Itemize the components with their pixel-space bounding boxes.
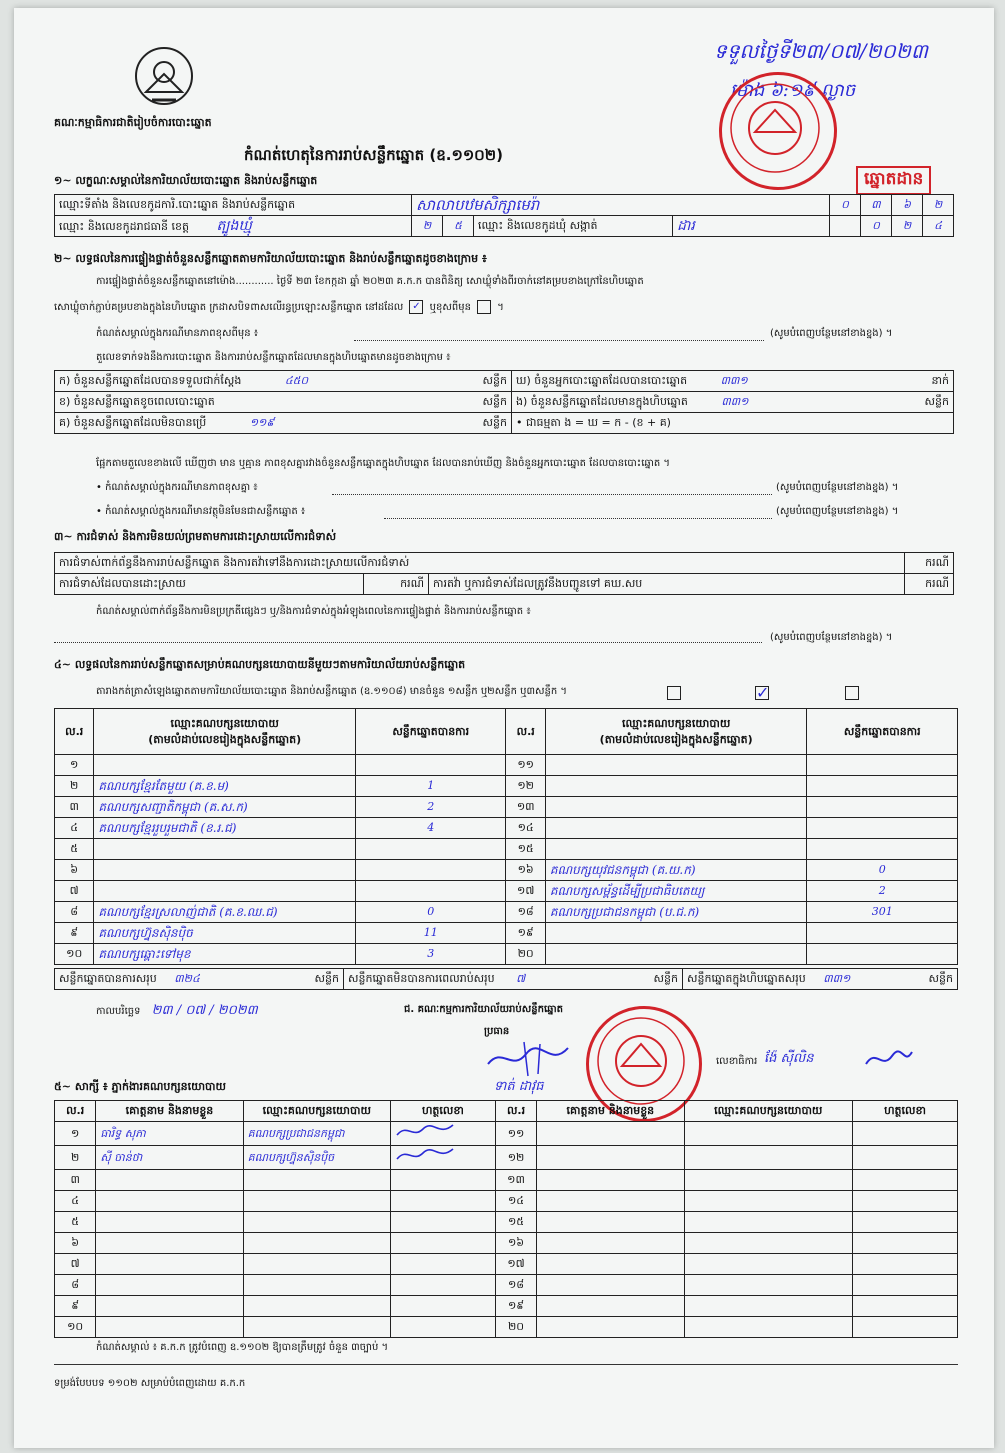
result-party2 [545, 944, 807, 965]
figure-c-label: គ) ចំនួនសន្លឹកឆ្នោតដែលមិនបានប្រើ [59, 416, 207, 429]
result-no2: ១៤ [506, 818, 545, 839]
witness-name [96, 1275, 243, 1296]
result-party: គណបក្សខ្មែរតែមួយ (គ.ខ.ម) [94, 776, 356, 797]
results-body [55, 755, 958, 965]
witness-name2 [537, 1275, 684, 1296]
witness-party [243, 1275, 390, 1296]
witness-party2 [684, 1146, 853, 1170]
result-row [55, 944, 958, 965]
verification-text-2: សោឃ្លុំចាក់ភ្ជាប់គម្របខាងក្នុងនៃហិបឆ្នោត ក្រដាសបិទពាសលើរន្ធប្រឡោះសន្លឹកឆ្នោត នៅដដែល ✓ ឬខុសពីមុន ។ [54, 301, 504, 313]
witness-row [55, 1122, 958, 1146]
witness-signature2 [853, 1146, 958, 1170]
result-row [55, 797, 958, 818]
col-party2-title: ឈ្មោះគណបក្សនយោបាយ [622, 716, 731, 730]
witness-party2 [684, 1170, 853, 1191]
result-votes2 [807, 755, 958, 776]
witness-party [243, 1254, 390, 1275]
seal-label: ឆ្នោតដាន [856, 166, 931, 195]
witness-signature [390, 1146, 495, 1170]
result-no2: ២០ [506, 944, 545, 965]
figure-a-unit: សន្លឹក [482, 374, 507, 387]
result-votes2 [807, 797, 958, 818]
witness-party [243, 1170, 390, 1191]
witness-row [55, 1233, 958, 1254]
witness-party2 [684, 1212, 853, 1233]
section1-title: ១~ លក្ខណៈសម្គាល់នៃការិយាល័យបោះឆ្នោត និងរាប់សន្លឹកឆ្នោត [54, 174, 318, 187]
result-no: ៧ [55, 881, 94, 902]
result-votes [355, 881, 506, 902]
result-party2 [545, 818, 807, 839]
witness-party2 [684, 1254, 853, 1275]
figure-e-unit: សន្លឹក [924, 395, 949, 408]
witness-signature [390, 1191, 495, 1212]
result-votes2 [807, 839, 958, 860]
committee-label: ជ. គណៈកម្មការការិយាល័យរាប់សន្លឹកឆ្នោត [404, 1004, 564, 1015]
witness-name2 [537, 1233, 684, 1254]
location-code-digit: ២ [923, 195, 954, 216]
col-no-header: ល.រ [55, 709, 94, 755]
result-party [94, 755, 356, 776]
province-code-digit: ២ [412, 216, 443, 237]
secretary-label: លេខាធិការ [716, 1056, 758, 1067]
official-seal-top [719, 72, 837, 190]
result-no: ១ [55, 755, 94, 776]
figure-row-a [55, 371, 512, 392]
witness-name2 [537, 1122, 684, 1146]
result-votes: 2 [355, 797, 506, 818]
result-votes [355, 755, 506, 776]
figure-d-unit: នាក់ [931, 374, 949, 387]
province-label [55, 216, 412, 237]
witness-no: ៥ [55, 1212, 96, 1233]
witness-no: ៦ [55, 1233, 96, 1254]
witness-no: ៤ [55, 1191, 96, 1212]
result-votes [355, 860, 506, 881]
witness-no: ៩ [55, 1296, 96, 1317]
w-col-party: ឈ្មោះគណបក្សនយោបាយ [243, 1101, 390, 1122]
witness-no: ១០ [55, 1317, 96, 1338]
result-no: ៦ [55, 860, 94, 881]
results-table [54, 708, 958, 965]
witness-party2 [684, 1233, 853, 1254]
figure-c-value: ១១៩ [249, 416, 275, 429]
result-no2: ១៦ [506, 860, 545, 881]
witness-name2 [537, 1317, 684, 1338]
total-valid-cell [55, 969, 344, 990]
figure-row-d [512, 371, 954, 392]
total-valid-value: ៣២៤ [174, 972, 200, 985]
discrepancy-check: ផ្អែកតាមតួលេខខាងលើ ឃើញថា មាន ឬគ្មាន ភាពខុសគ្នារវាងចំនួនសន្លឹកឆ្នោតក្នុងហិបឆ្នោត ដែលបានរាប់ឃើញ និងចំនួនអ្នកបោះឆ្នោត ដែលបានបោះឆ្នោត ។ [96, 458, 671, 469]
seal-emblem-icon [719, 72, 831, 184]
witness-party [243, 1191, 390, 1212]
witness-name2 [537, 1170, 684, 1191]
result-row [55, 839, 958, 860]
result-party2 [545, 923, 807, 944]
witness-party2 [684, 1275, 853, 1296]
witness-signature [390, 1275, 495, 1296]
result-no: ៤ [55, 818, 94, 839]
witness-no: ៨ [55, 1275, 96, 1296]
verification-text-1: ការផ្ទៀងផ្ទាត់ចំនួនសន្លឹកឆ្នោតនៅម៉ោង............ ថ្ងៃទី ២៣ ខែកក្កដា ឆ្នាំ ២០២៣ គ.ក.ក បានពិនិត្យ សោឃ្លុំទាំងពីរចាក់នៅគម្របខាងក្រៅនៃហិបឆ្នោត [96, 276, 644, 287]
witness-no2: ១៥ [495, 1212, 536, 1233]
w-col-no: ល.រ [55, 1101, 96, 1122]
witness-party [243, 1212, 390, 1233]
president-label: ប្រធាន [484, 1026, 510, 1037]
result-no: ៨ [55, 902, 94, 923]
figure-row-b [55, 392, 512, 413]
witness-name2 [537, 1191, 684, 1212]
result-votes2 [807, 944, 958, 965]
col-party2-subtitle: (តាមលំដាប់លេខរៀងក្នុងសន្លឹកឆ្នោត) [599, 732, 753, 746]
date-line [96, 1002, 258, 1021]
emblem-icon [132, 44, 196, 108]
col-votes2-header: សន្លឹកឆ្នោតបានការ [807, 709, 958, 755]
objections-table [54, 552, 954, 595]
total-invalid-unit: សន្លឹក [653, 972, 678, 985]
witness-row [55, 1212, 958, 1233]
total-box-cell [683, 969, 958, 990]
changed-label: ឬខុសពីមុន [429, 302, 471, 313]
witness-name [96, 1170, 243, 1191]
irregularity-note: កំណត់សម្គាល់ពាក់ព័ន្ធនឹងការមិនប្រក្រតីផ្សេងៗ ឬ/និងការជំទាស់ក្នុងអំឡុងពេលនៃការផ្ទៀងផ្ទាត់ និងការរាប់សន្លឹកឆ្នោត ៖ [96, 606, 531, 617]
received-date: ទទួលថ្ងៃទី២៣/០៧/២០២៣ [714, 39, 928, 63]
result-no: ៩ [55, 923, 94, 944]
witness-signature-mark [395, 1147, 455, 1163]
figure-a-value: ៤៥០ [284, 374, 309, 387]
foreign-object-fill: (សូមបំពេញបន្ថែមនៅខាងខ្នង) ។ [776, 506, 899, 517]
discrepancy-fill: (សូមបំពេញបន្ថែមនៅខាងខ្នង) ។ [776, 482, 899, 493]
witness-party2 [684, 1317, 853, 1338]
footnote: កំណត់សម្គាល់ ៖ គ.ក.ក ត្រូវបំពេញ ឧ.១១០២ ឱ្យបានត្រឹមត្រូវ ចំនួន ៣ច្បាប់ ។ [96, 1342, 389, 1353]
section2-title: ២~ លទ្ធផលនៃការផ្ទៀងផ្ទាត់ចំនួនសន្លឹកឆ្នោតតាមការិយាល័យបោះឆ្នោត និងរាប់សន្លឹកឆ្នោតដូចខាងក្រោម ៖ [54, 252, 487, 265]
commune-label: ឈ្មោះ និងលេខកូដឃុំ សង្កាត់ [474, 216, 673, 237]
commune-code-digit: ២ [892, 216, 923, 237]
verification-text-2-body: សោឃ្លុំចាក់ភ្ជាប់គម្របខាងក្នុងនៃហិបឆ្នោត ក្រដាសបិទពាសលើរន្ធប្រឡោះសន្លឹកឆ្នោត នៅដដែល [54, 302, 404, 313]
witness-signature [390, 1170, 495, 1191]
witness-no2: ១៩ [495, 1296, 536, 1317]
witness-name [96, 1254, 243, 1275]
witness-name: ស៊ី ចាន់ថា [96, 1146, 243, 1170]
province-label-text: ឈ្មោះ និងលេខកូដរាជធានី ខេត្ត [59, 219, 189, 233]
witness-signature2 [853, 1122, 958, 1146]
resolved-unit: ករណី [364, 574, 429, 595]
changed-checkbox[interactable] [477, 300, 491, 314]
commune-code-digit: ៤ [923, 216, 954, 237]
witness-signature2 [853, 1296, 958, 1317]
same-checkbox[interactable]: ✓ [409, 300, 423, 314]
witness-signature2 [853, 1191, 958, 1212]
secretary-name: ង៉ែ ស៊ីលិន [764, 1051, 814, 1066]
result-votes: 4 [355, 818, 506, 839]
col-votes-header: សន្លឹកឆ្នោតបានការ [355, 709, 506, 755]
president-name: ទាត់ ដាវុធ [494, 1079, 544, 1094]
result-votes2 [807, 776, 958, 797]
witness-party2 [684, 1296, 853, 1317]
total-invalid-cell [344, 969, 683, 990]
form-title: កំណត់ហេតុនៃការរាប់សន្លឹកឆ្នោត (ឧ.១១០២) [244, 146, 504, 164]
location-code-digit: ៣ [861, 195, 892, 216]
witness-no2: ១៣ [495, 1170, 536, 1191]
totals-table [54, 968, 958, 990]
figure-d-value: ៣៣១ [720, 374, 748, 387]
result-votes2 [807, 923, 958, 944]
w-col-name2: គោត្តនាម និងនាមខ្លួន [537, 1101, 684, 1122]
result-votes: 3 [355, 944, 506, 965]
witness-body [55, 1122, 958, 1338]
formula-cell: • ជាធម្មតា ង = ឃ = ក - (ខ + គ) [512, 413, 954, 434]
section5-title: ៥~ សាក្សី ៖ ភ្នាក់ងារគណបក្សនយោបាយ [54, 1080, 227, 1093]
received-time: ម៉ោង ៦:១៩ ល្ងាច [730, 80, 856, 101]
date-value: ២៣ / ០៧ / ២០២៣ [151, 1003, 258, 1018]
witness-no2: ១១ [495, 1122, 536, 1146]
witness-name2 [537, 1296, 684, 1317]
result-no2: ១១ [506, 755, 545, 776]
witness-no: ២ [55, 1146, 96, 1170]
figure-row-e [512, 392, 954, 413]
irregularity-fill: (សូមបំពេញបន្ថែមនៅខាងខ្នង) ។ [770, 632, 893, 643]
figure-e-label: ង) ចំនួនសន្លឹកឆ្នោតដែលមានក្នុងហិបឆ្នោត [516, 395, 688, 408]
witness-row [55, 1254, 958, 1275]
figure-a-label: ក) ចំនួនសន្លឹកឆ្នោតដែលបានទទួលជាក់ស្តែង [59, 374, 242, 387]
witness-name [96, 1212, 243, 1233]
figure-c-unit: សន្លឹក [482, 416, 507, 429]
province-code-digit: ៥ [443, 216, 474, 237]
forwarded-label: ការតវ៉ា ឬការជំទាស់ដែលត្រូវនឹងបញ្ជូនទៅ គឃ.សប [429, 574, 905, 595]
witness-no: ៧ [55, 1254, 96, 1275]
commune-value: ដារ [673, 216, 830, 237]
witness-signature-mark [395, 1123, 455, 1139]
result-no2: ១៣ [506, 797, 545, 818]
section3-title: ៣~ ការជំទាស់ និងការមិនយល់ព្រមតាមការដោះស្រាយលើការជំទាស់ [54, 530, 337, 543]
witness-row [55, 1191, 958, 1212]
w-col-name: គោត្តនាម និងនាមខ្លួន [96, 1101, 243, 1122]
objections-unit: ករណី [905, 553, 954, 574]
col-party2-header [545, 709, 807, 755]
section4-title: ៤~ លទ្ធផលនៃការរាប់សន្លឹកឆ្នោតសម្រាប់គណបក្សនយោបាយនីមួយៗតាមការិយាល័យរាប់សន្លឹកឆ្នោត [54, 658, 466, 671]
foreign-object-note: • កំណត់សម្គាល់ក្នុងករណីមានវត្ថុមិនមែនជាសន្លឹកឆ្នោត ៖ [96, 506, 306, 517]
result-no2: ១៧ [506, 881, 545, 902]
location-code-digit: ០ [830, 195, 861, 216]
total-invalid-value: ៧ [516, 972, 526, 985]
total-valid-unit: សន្លឹក [314, 972, 339, 985]
witness-no: ១ [55, 1122, 96, 1146]
result-party [94, 839, 356, 860]
witness-signature [390, 1254, 495, 1275]
col-party-title: ឈ្មោះគណបក្សនយោបាយ [170, 716, 279, 730]
result-party2: គណបក្សប្រជាជនកម្ពុជា (ប.ជ.ក) [545, 902, 807, 923]
result-no: ៣ [55, 797, 94, 818]
result-no: ៥ [55, 839, 94, 860]
witness-row [55, 1317, 958, 1338]
w-col-no2: ល.រ [495, 1101, 536, 1122]
result-votes2: 301 [807, 902, 958, 923]
result-party2: គណបក្សយុវជនកម្ពុជា (គ.យ.ក) [545, 860, 807, 881]
result-row [55, 860, 958, 881]
witness-signature2 [853, 1317, 958, 1338]
result-votes2 [807, 818, 958, 839]
location-table [54, 194, 954, 237]
result-votes: 1 [355, 776, 506, 797]
witness-signature [390, 1317, 495, 1338]
witness-party: គណបក្សប្រជាជនកម្ពុជា [243, 1122, 390, 1146]
result-party2 [545, 839, 807, 860]
figure-b-label: ខ) ចំនួនសន្លឹកឆ្នោតខូចពេលបោះឆ្នោត [59, 395, 215, 408]
result-party2 [545, 776, 807, 797]
witness-row [55, 1146, 958, 1170]
figures-intro: តួលេខទាក់ទងនឹងការបោះឆ្នោត និងការរាប់សន្លឹកឆ្នោតដែលមានក្នុងហិបឆ្នោតមានដូចខាងក្រោម ៖ [96, 352, 451, 363]
witness-name [96, 1296, 243, 1317]
result-party2 [545, 755, 807, 776]
result-row [55, 776, 958, 797]
figure-e-value: ៣៣១ [721, 395, 749, 408]
witness-signature [390, 1122, 495, 1146]
objections-row: ការជំទាស់ពាក់ព័ន្ធនឹងការរាប់សន្លឹកឆ្នោត និងការតវ៉ាទៅនឹងការដោះស្រាយលើការជំទាស់ [55, 553, 905, 574]
result-party [94, 881, 356, 902]
result-party: គណបក្សខ្មែរស្រលាញ់ជាតិ (គ.ខ.ឈ.ជ) [94, 902, 356, 923]
witness-no: ៣ [55, 1170, 96, 1191]
date-label: កាលបរិច្ឆេទ [96, 1006, 141, 1017]
result-votes [355, 839, 506, 860]
witness-signature2 [853, 1212, 958, 1233]
col-party-subtitle: (តាមលំដាប់លេខរៀងក្នុងសន្លឹកឆ្នោត) [148, 732, 302, 746]
result-party: គណបក្សហ្វ៊ុនស៊ិនប៉ិច [94, 923, 356, 944]
total-box-label: សន្លឹកឆ្នោតក្នុងហិបឆ្នោតសរុប [687, 972, 806, 985]
result-no2: ១៥ [506, 839, 545, 860]
total-box-unit: សន្លឹក [928, 972, 953, 985]
province-value: ត្បូងឃ្មុំ [216, 217, 252, 234]
witness-party: គណបក្សហ្វ៊ុនស៊ិនប៉ិច [243, 1146, 390, 1170]
witness-signature2 [853, 1254, 958, 1275]
witness-signature [390, 1296, 495, 1317]
witness-table [54, 1100, 958, 1338]
location-value: សាលាបឋមសិក្សាមេរ៉ា [412, 195, 830, 216]
witness-name2 [537, 1146, 684, 1170]
figure-d-label: ឃ) ចំនួនអ្នកបោះឆ្នោតដែលបានបោះឆ្នោត [516, 374, 688, 387]
figures-table [54, 370, 954, 434]
result-row [55, 755, 958, 776]
result-votes: 11 [355, 923, 506, 944]
witness-no2: ១៦ [495, 1233, 536, 1254]
witness-party2 [684, 1191, 853, 1212]
witness-name [96, 1191, 243, 1212]
witness-no2: ១៤ [495, 1191, 536, 1212]
result-party2 [545, 797, 807, 818]
change-note-label: កំណត់សម្គាល់ក្នុងករណីមានភាពខុសពីមុន ៖ [96, 328, 259, 339]
total-box-value: ៣៣១ [823, 972, 851, 985]
result-party [94, 860, 356, 881]
witness-party [243, 1233, 390, 1254]
col-no2-header: ល.រ [506, 709, 545, 755]
change-note-fill: (សូមបំពេញបន្ថែមនៅខាងខ្នង) ។ [770, 328, 893, 339]
total-invalid-label: សន្លឹកឆ្នោតមិនបានការពេលរាប់សរុប [348, 972, 495, 985]
two-sheets-checkbox[interactable]: ✓ [756, 683, 770, 702]
result-no2: ១២ [506, 776, 545, 797]
witness-name2 [537, 1254, 684, 1275]
witness-name [96, 1317, 243, 1338]
witness-signature [390, 1233, 495, 1254]
figure-row-c [55, 413, 512, 434]
result-no2: ១៩ [506, 923, 545, 944]
secretary-signature [864, 1046, 914, 1072]
witness-signature2 [853, 1233, 958, 1254]
witness-no2: ១២ [495, 1146, 536, 1170]
total-valid-label: សន្លឹកឆ្នោតបានការសរុប [59, 972, 157, 985]
location-label: ឈ្មោះទីតាំង និងលេខកូដការិ.បោះឆ្នោត និងរាប់សន្លឹកឆ្នោត [55, 195, 412, 216]
result-no: ២ [55, 776, 94, 797]
result-party: គណបក្សសញ្ជាតិកម្ពុជា (គ.ស.ក) [94, 797, 356, 818]
result-row [55, 923, 958, 944]
discrepancy-note: • កំណត់សម្គាល់ក្នុងករណីមានភាពខុសគ្នា ៖ [96, 482, 258, 493]
result-no2: ១៨ [506, 902, 545, 923]
witness-row [55, 1275, 958, 1296]
witness-party [243, 1317, 390, 1338]
figure-b-unit: សន្លឹក [482, 395, 507, 408]
witness-row [55, 1170, 958, 1191]
result-party2: គណបក្សសម្ព័ន្ធដើម្បីប្រជាធិបតេយ្យ [545, 881, 807, 902]
witness-party2 [684, 1122, 853, 1146]
result-votes2: 2 [807, 881, 958, 902]
witness-signature2 [853, 1275, 958, 1296]
w-col-party2: ឈ្មោះគណបក្សនយោបាយ [684, 1101, 853, 1122]
one-sheet-checkbox[interactable] [667, 686, 681, 700]
commune-code-digit: ០ [861, 216, 892, 237]
result-row [55, 902, 958, 923]
col-party-header [94, 709, 356, 755]
result-party: គណបក្សឆ្ពោះទៅមុខ [94, 944, 356, 965]
witness-name: ធារិទ្ធ សុភា [96, 1122, 243, 1146]
witness-name2 [537, 1212, 684, 1233]
result-votes: 0 [355, 902, 506, 923]
authority-name: គណៈកម្មាធិការជាតិរៀបចំការបោះឆ្នោត [54, 116, 212, 129]
witness-no2: ២០ [495, 1317, 536, 1338]
result-row [55, 881, 958, 902]
witness-no2: ១៨ [495, 1275, 536, 1296]
president-signature [484, 1038, 574, 1078]
forwarded-unit: ករណី [905, 574, 954, 595]
sheet-count-text: តារាងកត់ត្រាសំឡេងឆ្នោតតាមការិយាល័យបោះឆ្នោត និងរាប់សន្លឹកឆ្នោត (ឧ.១១០៨) មានចំនួន ១សន្លឹក ឬ២សន្លឹក ឬ៣សន្លឹក ។ [96, 686, 568, 697]
witness-no2: ១៧ [495, 1254, 536, 1275]
three-sheets-checkbox[interactable] [845, 686, 859, 700]
witness-party [243, 1296, 390, 1317]
form-footer: ទម្រង់បែបបទ ១១០២ សម្រាប់បំពេញដោយ គ.ក.ក [54, 1378, 246, 1389]
w-col-sign2: ហត្ថលេខា [853, 1101, 958, 1122]
witness-signature2 [853, 1170, 958, 1191]
result-no: ១០ [55, 944, 94, 965]
witness-row [55, 1296, 958, 1317]
result-votes2: 0 [807, 860, 958, 881]
witness-name [96, 1233, 243, 1254]
location-code-digit: ៦ [892, 195, 923, 216]
witness-signature [390, 1212, 495, 1233]
resolved-label: ការជំទាស់ដែលបានដោះស្រាយ [55, 574, 364, 595]
w-col-sign: ហត្ថលេខា [390, 1101, 495, 1122]
sheet-count-line [96, 684, 567, 699]
result-party: គណបក្សខ្មែររួបរួមជាតិ (ខ.រ.ជ) [94, 818, 356, 839]
result-row [55, 818, 958, 839]
form-sheet [14, 8, 994, 1448]
